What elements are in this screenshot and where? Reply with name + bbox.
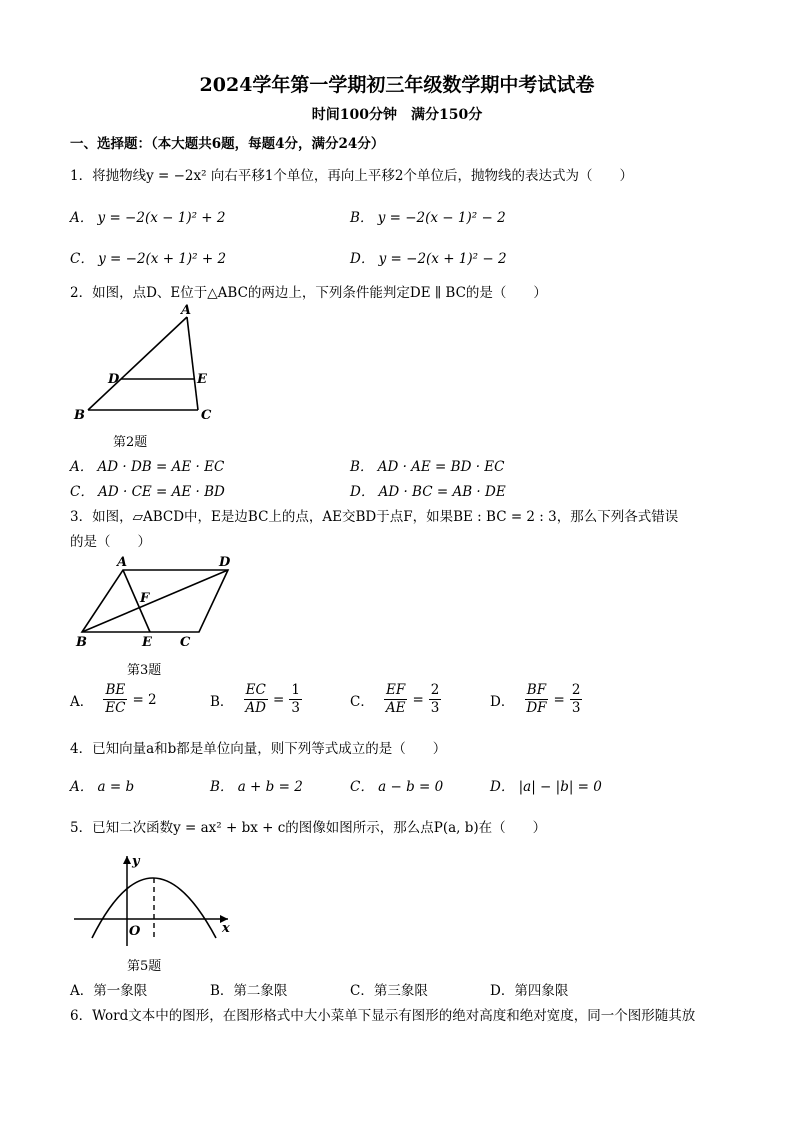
- q3-label-c: C: [180, 635, 191, 650]
- q5-parabola-figure: [70, 848, 240, 948]
- q3-stem-line2: 的是（ ）: [70, 534, 151, 550]
- q3-option-d-rden: 3: [571, 700, 581, 716]
- exam-subtitle: 时间100分钟 满分150分: [311, 107, 483, 123]
- q3-label-e: E: [142, 635, 152, 650]
- q4-stem: 4．已知向量a和b都是单位向量，则下列等式成立的是（ ）: [70, 741, 447, 757]
- q5-option-a: A．第一象限: [70, 983, 148, 999]
- q5-caption: 第5题: [127, 959, 162, 974]
- q3-option-c-equals: =: [412, 691, 424, 708]
- q3-option-b-den: AD: [245, 700, 266, 716]
- q1-option-d: D． y = −2(x + 1)² − 2: [350, 251, 507, 267]
- q3-stem-line1: 3．如图，▱ABCD中，E是边BC上的点，AE交BD于点F，如果BE : BC = 2 : 3，那么下列各式错误: [70, 509, 679, 525]
- q3-option-d-fraction: [524, 682, 548, 717]
- q3-option-b-rhs-fraction: [289, 682, 302, 717]
- q5-option-b: B．第二象限: [210, 983, 288, 999]
- q3-option-a-prefix: A．: [70, 693, 94, 710]
- q3-option-d-num: BF: [526, 682, 547, 698]
- q2-label-b: B: [74, 408, 85, 423]
- q2-label-a: A: [181, 303, 192, 318]
- q4-option-a: A． a = b: [70, 779, 135, 795]
- q2-triangle-figure: [70, 300, 230, 425]
- section-heading: 一、选择题：（本大题共6题，每题4分，满分24分）: [70, 136, 385, 152]
- q4-option-d: D． |a| − |b| = 0: [490, 779, 602, 795]
- q3-option-c-den: AE: [385, 700, 406, 716]
- q3-option-b: [210, 682, 304, 717]
- q3-option-d: [490, 682, 584, 717]
- q3-option-b-fraction: [243, 682, 268, 717]
- q3-option-c-prefix: C．: [350, 693, 374, 710]
- q5-label-y: y: [132, 854, 140, 869]
- q3-option-c-rhs-fraction: [429, 682, 442, 717]
- q1-option-b: B． y = −2(x − 1)² − 2: [350, 210, 506, 226]
- q2-option-a: A． AD · DB = AE · EC: [70, 459, 225, 475]
- q3-option-a-rhs: = 2: [132, 691, 157, 708]
- q5-option-d: D．第四象限: [490, 983, 569, 999]
- q3-option-c-fraction: [384, 682, 408, 717]
- q1-stem: 1．将抛物线y = −2x² 向右平移1个单位，再向上平移2个单位后，抛物线的表达式为（ ）: [70, 168, 634, 184]
- q2-stem: 2．如图，点D、E位于△ABC的两边上，下列条件能判定DE ∥ BC的是（ ）: [70, 285, 547, 301]
- q3-option-a-den: EC: [105, 700, 126, 716]
- q5-stem: 5．已知二次函数y = ax² + bx + c的图像如图所示，那么点P(a, b)在（ ）: [70, 820, 547, 836]
- q3-label-a: A: [117, 555, 128, 570]
- q3-label-b: B: [76, 635, 87, 650]
- q4-option-c: C． a − b = 0: [350, 779, 444, 795]
- q3-option-c: [350, 682, 443, 717]
- q3-option-a-fraction: [103, 682, 127, 717]
- q2-option-d: D． AD · BC = AB · DE: [350, 484, 506, 500]
- q3-option-d-den: DF: [526, 700, 547, 716]
- q3-option-b-equals: =: [273, 691, 285, 708]
- q3-option-d-prefix: D．: [490, 693, 515, 710]
- q3-parallelogram-figure: [70, 552, 245, 652]
- q2-label-e: E: [197, 372, 207, 387]
- q5-option-c: C．第三象限: [350, 983, 428, 999]
- q5-label-origin: O: [129, 924, 141, 939]
- q4-option-b: B． a + b = 2: [210, 779, 303, 795]
- q3-label-d: D: [219, 555, 231, 570]
- q3-option-b-prefix: B．: [210, 693, 234, 710]
- q3-option-d-rnum: 2: [571, 682, 581, 698]
- q5-label-x: x: [222, 921, 230, 936]
- q6-stem: 6．Word文本中的图形，在图形格式中大小菜单下显示有图形的绝对高度和绝对宽度，同一个图形随其放: [70, 1008, 696, 1024]
- q2-caption: 第2题: [113, 435, 148, 450]
- q2-option-c: C． AD · CE = AE · BD: [70, 484, 225, 500]
- q3-option-c-rden: 3: [430, 700, 440, 716]
- q3-option-d-equals: =: [553, 691, 565, 708]
- q2-label-d: D: [108, 372, 120, 387]
- q3-option-c-rnum: 2: [430, 682, 440, 698]
- q2-option-b: B． AD · AE = BD · EC: [350, 459, 505, 475]
- q3-option-a: [70, 682, 157, 717]
- q3-label-f: F: [140, 591, 150, 606]
- q1-option-a: A． y = −2(x − 1)² + 2: [70, 210, 226, 226]
- q3-option-d-rhs-fraction: [570, 682, 583, 717]
- q1-option-c: C． y = −2(x + 1)² + 2: [70, 251, 227, 267]
- q3-option-b-rden: 3: [291, 700, 300, 716]
- q3-option-a-num: BE: [105, 682, 126, 698]
- q2-label-c: C: [201, 408, 212, 423]
- q3-option-b-rnum: 1: [291, 682, 300, 698]
- q3-option-c-num: EF: [386, 682, 406, 698]
- q3-caption: 第3题: [127, 663, 162, 678]
- q3-option-b-num: EC: [245, 682, 266, 698]
- exam-title: 2024学年第一学期初三年级数学期中考试试卷: [199, 74, 595, 96]
